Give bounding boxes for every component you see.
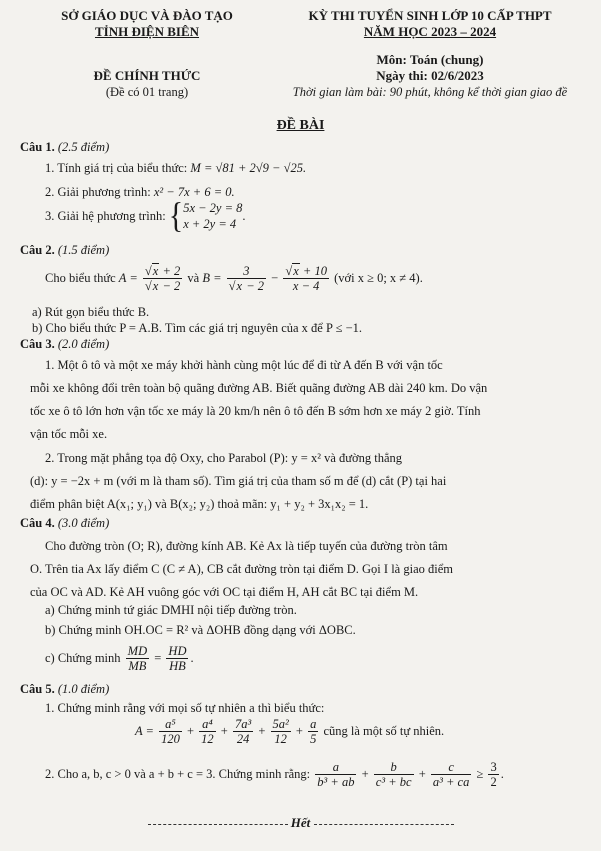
q5-part2-text: 2. Cho a, b, c > 0 và a + b + c = 3. Chứng minh rằng: [45, 767, 311, 782]
end-text: Hết [290, 815, 311, 830]
system-brace: { [168, 195, 184, 236]
question-3-heading [20, 337, 109, 352]
question-4-heading [20, 516, 109, 531]
question-points: (2.0 điểm) [57, 337, 110, 351]
fraction-b-c3bc: $\frac{b}{\text{c³ + bc}}$ [375, 759, 412, 789]
page-count-note: (Đề có 01 trang) [105, 85, 189, 99]
q3-p2-line3: điểm phân biệt A(x₁; y₁) và B(x₂; y₂) thoả mãn: y₁ + y₂ + 3x₁x₂ = 1. [30, 497, 369, 511]
page-title: ĐỀ BÀI [276, 118, 325, 133]
q5-expression: A = $\frac{\text{a⁵}}{120}$ + $\frac{\text{a⁴}}{12}$ + $\frac{\text{7a³}}{24}$ + $\frac{\text{5a²}}{12}$ + $\frac{a}{5}$ cũng là một số tự nhiên. [135, 716, 445, 746]
q1-part2-text: 2. Giải phương trình: [45, 185, 151, 199]
q4-line1: Cho đường tròn (O; R), đường kính AB. Kẻ Ax là tiếp tuyến của đường tròn tâm [45, 539, 448, 553]
end-marker [0, 815, 601, 831]
school-year: NĂM HỌC 2023 – 2024 [363, 24, 497, 39]
question-points: (2.5 điểm) [57, 140, 110, 154]
q1-part2 [45, 184, 235, 200]
fraction-c-a3ca: $\frac{c}{\text{a³ + ca}}$ [432, 759, 470, 789]
q3-p2-line1: 2. Trong mặt phẳng tọa độ Oxy, cho Parabol (P): y = x² và đường thẳng [45, 451, 403, 465]
question-5-heading [20, 682, 109, 697]
fraction-7a3: $\frac{\text{7a³}}{24}$ [234, 716, 252, 746]
exam-date: Ngày thi: 02/6/2023 [376, 68, 484, 83]
equation-1: 5x − 2y = 8 [183, 201, 243, 215]
q3-p1-line3: tốc xe ô tô lớn hơn vận tốc xe máy là 20 km/h nên ô tô đến B sớm hơn xe máy 2 giờ. Tính [30, 404, 481, 418]
official-label: ĐỀ CHÍNH THỨC [93, 68, 201, 83]
question-2-heading [20, 243, 109, 258]
q2-intro: Cho biểu thức [45, 271, 116, 286]
q5-part1-tail: cũng là một số tự nhiên. [323, 724, 445, 739]
q4-line3: của OC và AD. Kẻ AH vuông góc với OC tại điểm H, AH cắt BC tại điểm M. [30, 585, 419, 599]
right-dash-line [314, 824, 454, 825]
q2-part-b: b) Cho biểu thức P = A.B. Tìm các giá trị nguyên của x để P ≤ −1. [32, 321, 362, 335]
q2-condition: (với x ≥ 0; x ≠ 4). [334, 271, 423, 286]
q1-part3-text: 3. Giải hệ phương trình: [45, 209, 166, 223]
q1-part3: 3. Giải hệ phương trình: { 5x − 2y = 8 x + 2y = 4 . [45, 195, 246, 236]
time-limit: Thời gian làm bài: 90 phút, không kể thời gian giao đề [292, 85, 568, 99]
question-label: Câu 5. [20, 682, 55, 696]
q4-line2: O. Trên tia Ax lấy điểm C (C ≠ A), CB cắt đường tròn tại điểm D. Gọi I là giao điểm [30, 562, 453, 576]
q3-p1-line1: 1. Một ô tô và một xe máy khởi hành cùng một lúc để đi từ A đến B với vận tốc [45, 358, 443, 372]
q1-part1-math: M = √81 + 2√9 − √25. [190, 161, 307, 175]
header-left [22, 8, 272, 100]
fraction-5a2: $\frac{\text{5a²}}{12}$ [272, 716, 289, 746]
q5-part2: 2. Cho a, b, c > 0 và a + b + c = 3. Chứng minh rằng: $\frac{a}{\text{b³ + ab}}$ + $\frac{b}{\text{c³ + bc}}$ + $\frac{c}{\text{a³ + ca}}$ ≥ $\frac{3}{2}$ . [45, 759, 504, 789]
fraction-a-5: $\frac{a}{5}$ [310, 716, 317, 746]
header-right [275, 8, 585, 100]
department-name: SỞ GIÁO DỤC VÀ ĐÀO TẠO [61, 8, 233, 23]
q4-part-a: a) Chứng minh tứ giác DMHI nội tiếp đường tròn. [45, 603, 297, 617]
fraction-b2: $\frac{√x + 10}{x - 4}$ [285, 263, 327, 293]
fraction-a5: $\frac{\text{a⁵}}{120}$ [161, 716, 180, 746]
equation-system [183, 200, 242, 232]
province-name: TỈNH ĐIỆN BIÊN [94, 24, 200, 39]
left-dash-line [148, 824, 288, 825]
q1-part2-math: x² − 7x + 6 = 0. [153, 185, 235, 199]
equation-2: x + 2y = 4 [183, 217, 237, 231]
question-points: (1.5 điểm) [57, 243, 110, 257]
q2-expressions: Cho biểu thức A = $\frac{√x + 2}{√x - 2}$ và B = $\frac{3}{√x - 2}$ − $\frac{√x + 10}{x - 4}$ (với x ≥ 0; x ≠ 4). [45, 263, 423, 293]
question-label: Câu 1. [20, 140, 55, 154]
q3-p2-line2: (d): y = −2x + m (với m là tham số). Tìm giá trị của tham số m để (d) cắt (P) tại hai [30, 474, 447, 488]
q3-p1-line2: mỗi xe không đổi trên toàn bộ quãng đường AB. Biết quãng đường AB dài 240 km. Do vận [30, 381, 488, 395]
fraction-a-b3ab: $\frac{a}{\text{b³ + ab}}$ [317, 759, 355, 789]
question-label: Câu 2. [20, 243, 55, 257]
q2-part-a: a) Rút gọn biểu thức B. [32, 305, 150, 319]
q3-p1-line4: vận tốc mỗi xe. [30, 427, 108, 441]
question-points: (3.0 điểm) [57, 516, 110, 530]
question-1-heading [20, 140, 109, 155]
fraction-b1: $\frac{3}{√x - 2}$ [228, 263, 265, 293]
fraction-a4: $\frac{\text{a⁴}}{12}$ [201, 716, 214, 746]
question-label: Câu 3. [20, 337, 55, 351]
fraction-a: $\frac{√x + 2}{√x - 2}$ [144, 263, 181, 293]
question-label: Câu 4. [20, 516, 55, 530]
q4-part-c: c) Chứng minh $\frac{MD}{MB}$ = $\frac{HD}{HB}$ . [45, 643, 194, 673]
q4-part-b: b) Chứng minh OH.OC = R² và ΔOHB đồng dạng với ΔOBC. [45, 623, 356, 637]
q1-part1 [45, 160, 306, 176]
q4-part-c-text: c) Chứng minh [45, 651, 121, 666]
fraction-md-mb: $\frac{MD}{MB}$ [127, 643, 148, 673]
q5-part1: 1. Chứng minh rằng với mọi số tự nhiên a thì biểu thức: [45, 701, 325, 715]
fraction-hd-hb: $\frac{HD}{HB}$ [168, 643, 187, 673]
expression-a: A = [118, 271, 138, 286]
question-points: (1.0 điểm) [57, 682, 110, 696]
q1-part1-text: 1. Tính giá trị của biểu thức: [45, 161, 188, 175]
exam-name: KỲ THI TUYỂN SINH LỚP 10 CẤP THPT [308, 8, 552, 23]
subject: Môn: Toán (chung) [376, 52, 484, 67]
fraction-3-2: $\frac{3}{2}$ [490, 759, 497, 789]
expression-b: B = [202, 271, 222, 286]
